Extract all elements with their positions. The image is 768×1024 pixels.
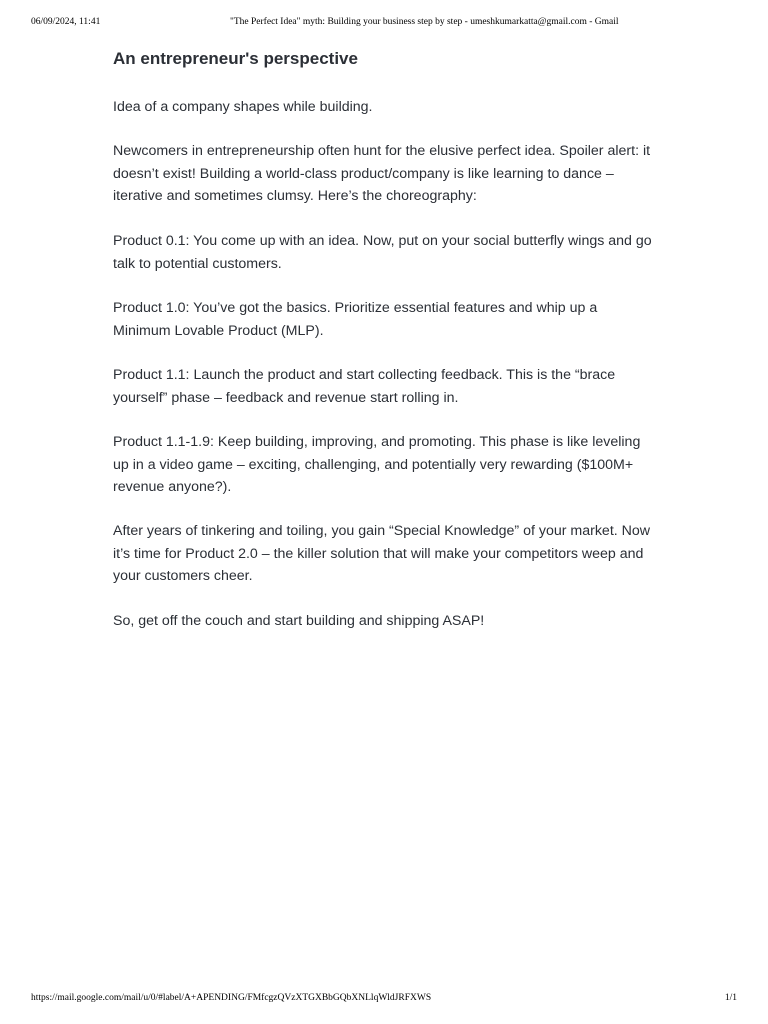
- email-paragraph: Idea of a company shapes while building.: [113, 99, 373, 115]
- email-paragraph: Product 1.1-1.9: Keep building, improving, and promoting. This phase is like leveling up in a video game – exciting, challenging, and potentially very rewarding ($100M+ revenue anyone?).: [113, 434, 641, 495]
- email-paragraph: Newcomers in entrepreneurship often hunt for the elusive perfect idea. Spoiler alert: it doesn’t exist! Building a world-class product/company is like learning to dance – iterative and sometimes clumsy. Here’s the choreography:: [113, 143, 651, 204]
- print-header: [31, 17, 737, 31]
- email-paragraph: After years of tinkering and toiling, you gain “Special Knowledge” of your market. Now it’s time for Product 2.0 – the killer solution that will make your competitors weep and your customers cheer.: [113, 523, 651, 584]
- print-datetime: 06/09/2024, 11:41: [31, 17, 101, 27]
- print-page-url: https://mail.google.com/mail/u/0/#label/A+APENDING/FMfcgzQVzXTGXBbGQbXNLlqWldJRFXWS: [31, 993, 432, 1003]
- email-heading: An entrepreneur's perspective: [113, 49, 358, 68]
- print-page-title: "The Perfect Idea" myth: Building your business step by step - umeshkumarkatta@gmail.com - Gmail: [230, 17, 619, 27]
- print-footer: [31, 993, 737, 1007]
- email-paragraph: Product 1.0: You’ve got the basics. Prioritize essential features and whip up a Minimum Lovable Product (MLP).: [113, 300, 598, 339]
- email-paragraph: Product 1.1: Launch the product and start collecting feedback. This is the “brace yourself” phase – feedback and revenue start rolling in.: [113, 367, 616, 406]
- email-paragraph: Product 0.1: You come up with an idea. Now, put on your social butterfly wings and go talk to potential customers.: [113, 233, 652, 272]
- email-body: [113, 47, 658, 629]
- email-paragraph: So, get off the couch and start building and shipping ASAP!: [113, 613, 485, 629]
- print-page-number: 1/1: [724, 993, 737, 1003]
